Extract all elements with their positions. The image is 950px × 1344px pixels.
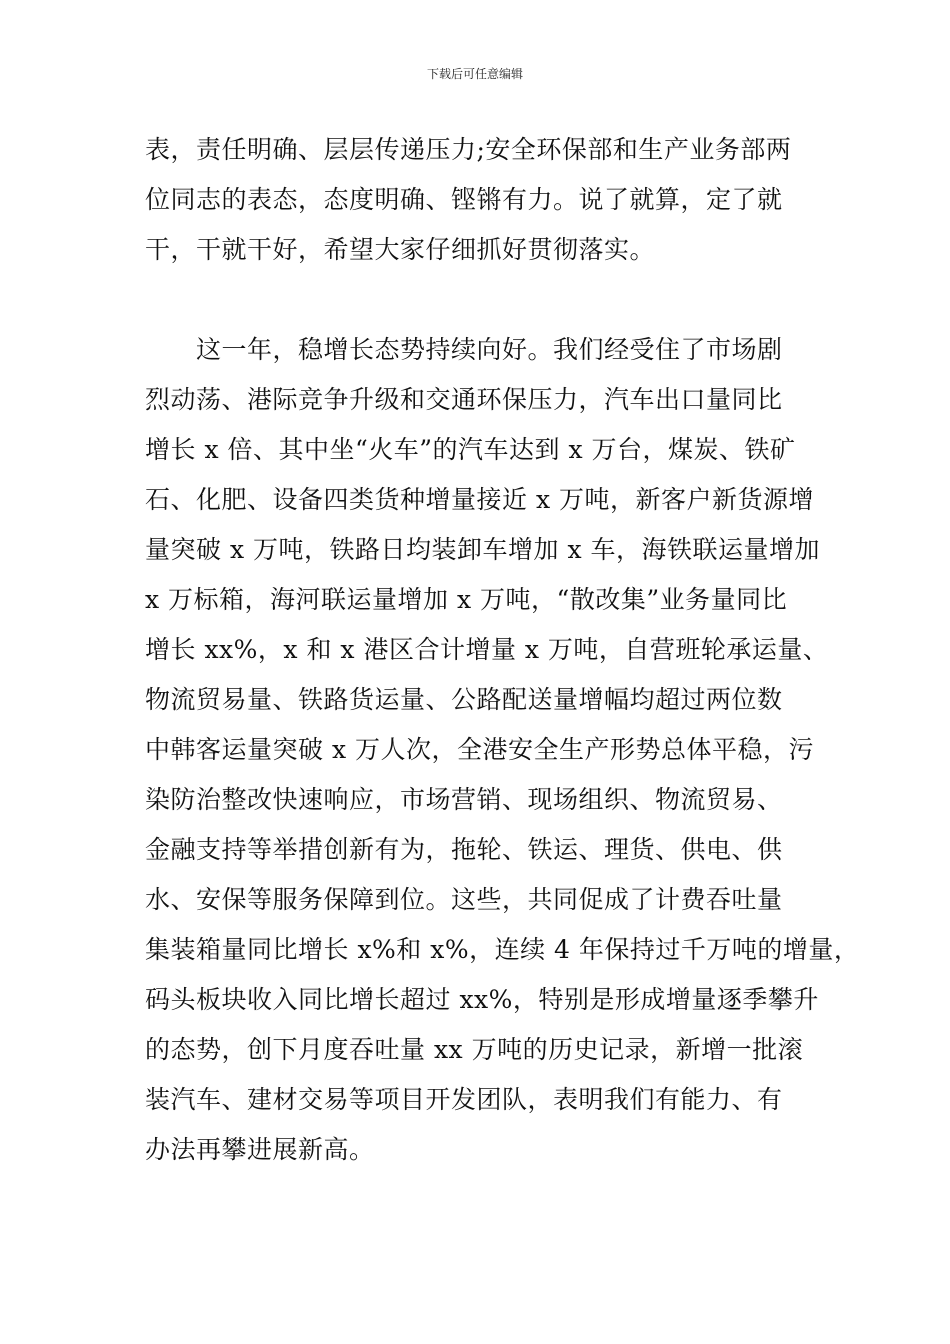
text-line: 物流贸易量、铁路货运量、公路配送量增幅均超过两位数: [145, 685, 783, 714]
text-line: 量突破 x 万吨，铁路日均装卸车增加 x 车，海铁联运量增加: [145, 535, 820, 564]
text-line: 烈动荡、港际竞争升级和交通环保压力，汽车出口量同比: [145, 385, 783, 414]
text-line: 装汽车、建材交易等项目开发团队，表明我们有能力、有: [145, 1085, 783, 1114]
text-line: x 万标箱，海河联运量增加 x 万吨，“散改集”业务量同比: [145, 585, 788, 614]
text-line: 中韩客运量突破 x 万人次，全港安全生产形势总体平稳，污: [145, 735, 814, 764]
text-line: 这一年，稳增长态势持续向好。我们经受住了市场剧: [145, 335, 783, 364]
text-line: 码头板块收入同比增长超过 xx%，特别是形成增量逐季攀升: [145, 985, 819, 1014]
text-line: 石、化肥、设备四类货种增量接近 x 万吨，新客户新货源增: [145, 485, 814, 514]
text-line: 干，干就干好，希望大家仔细抓好贯彻落实。: [145, 235, 656, 264]
text-line: 染防治整改快速响应，市场营销、现场组织、物流贸易、: [145, 785, 783, 814]
text-line: 集装箱量同比增长 x%和 x%，连续 4 年保持过千万吨的增量，: [145, 935, 860, 964]
text-line: 位同志的表态，态度明确、铿锵有力。说了就算，定了就: [145, 185, 783, 214]
text-line: 表，责任明确、层层传递压力;安全环保部和生产业务部两: [145, 135, 792, 164]
text-line: 办法再攀进展新高。: [145, 1135, 375, 1164]
text-line: 的态势，创下月度吞吐量 xx 万吨的历史记录，新增一批滚: [145, 1035, 804, 1064]
text-line: 增长 x 倍、其中坐“火车”的汽车达到 x 万台，煤炭、铁矿: [145, 435, 796, 464]
text-line: 金融支持等举措创新有为，拖轮、铁运、理货、供电、供: [145, 835, 783, 864]
text-line: 增长 xx%，x 和 x 港区合计增量 x 万吨，自营班轮承运量、: [145, 635, 829, 664]
header-note: 下载后可任意编辑: [426, 67, 523, 81]
text-line: 水、安保等服务保障到位。这些，共同促成了计费吞吐量: [145, 885, 783, 914]
